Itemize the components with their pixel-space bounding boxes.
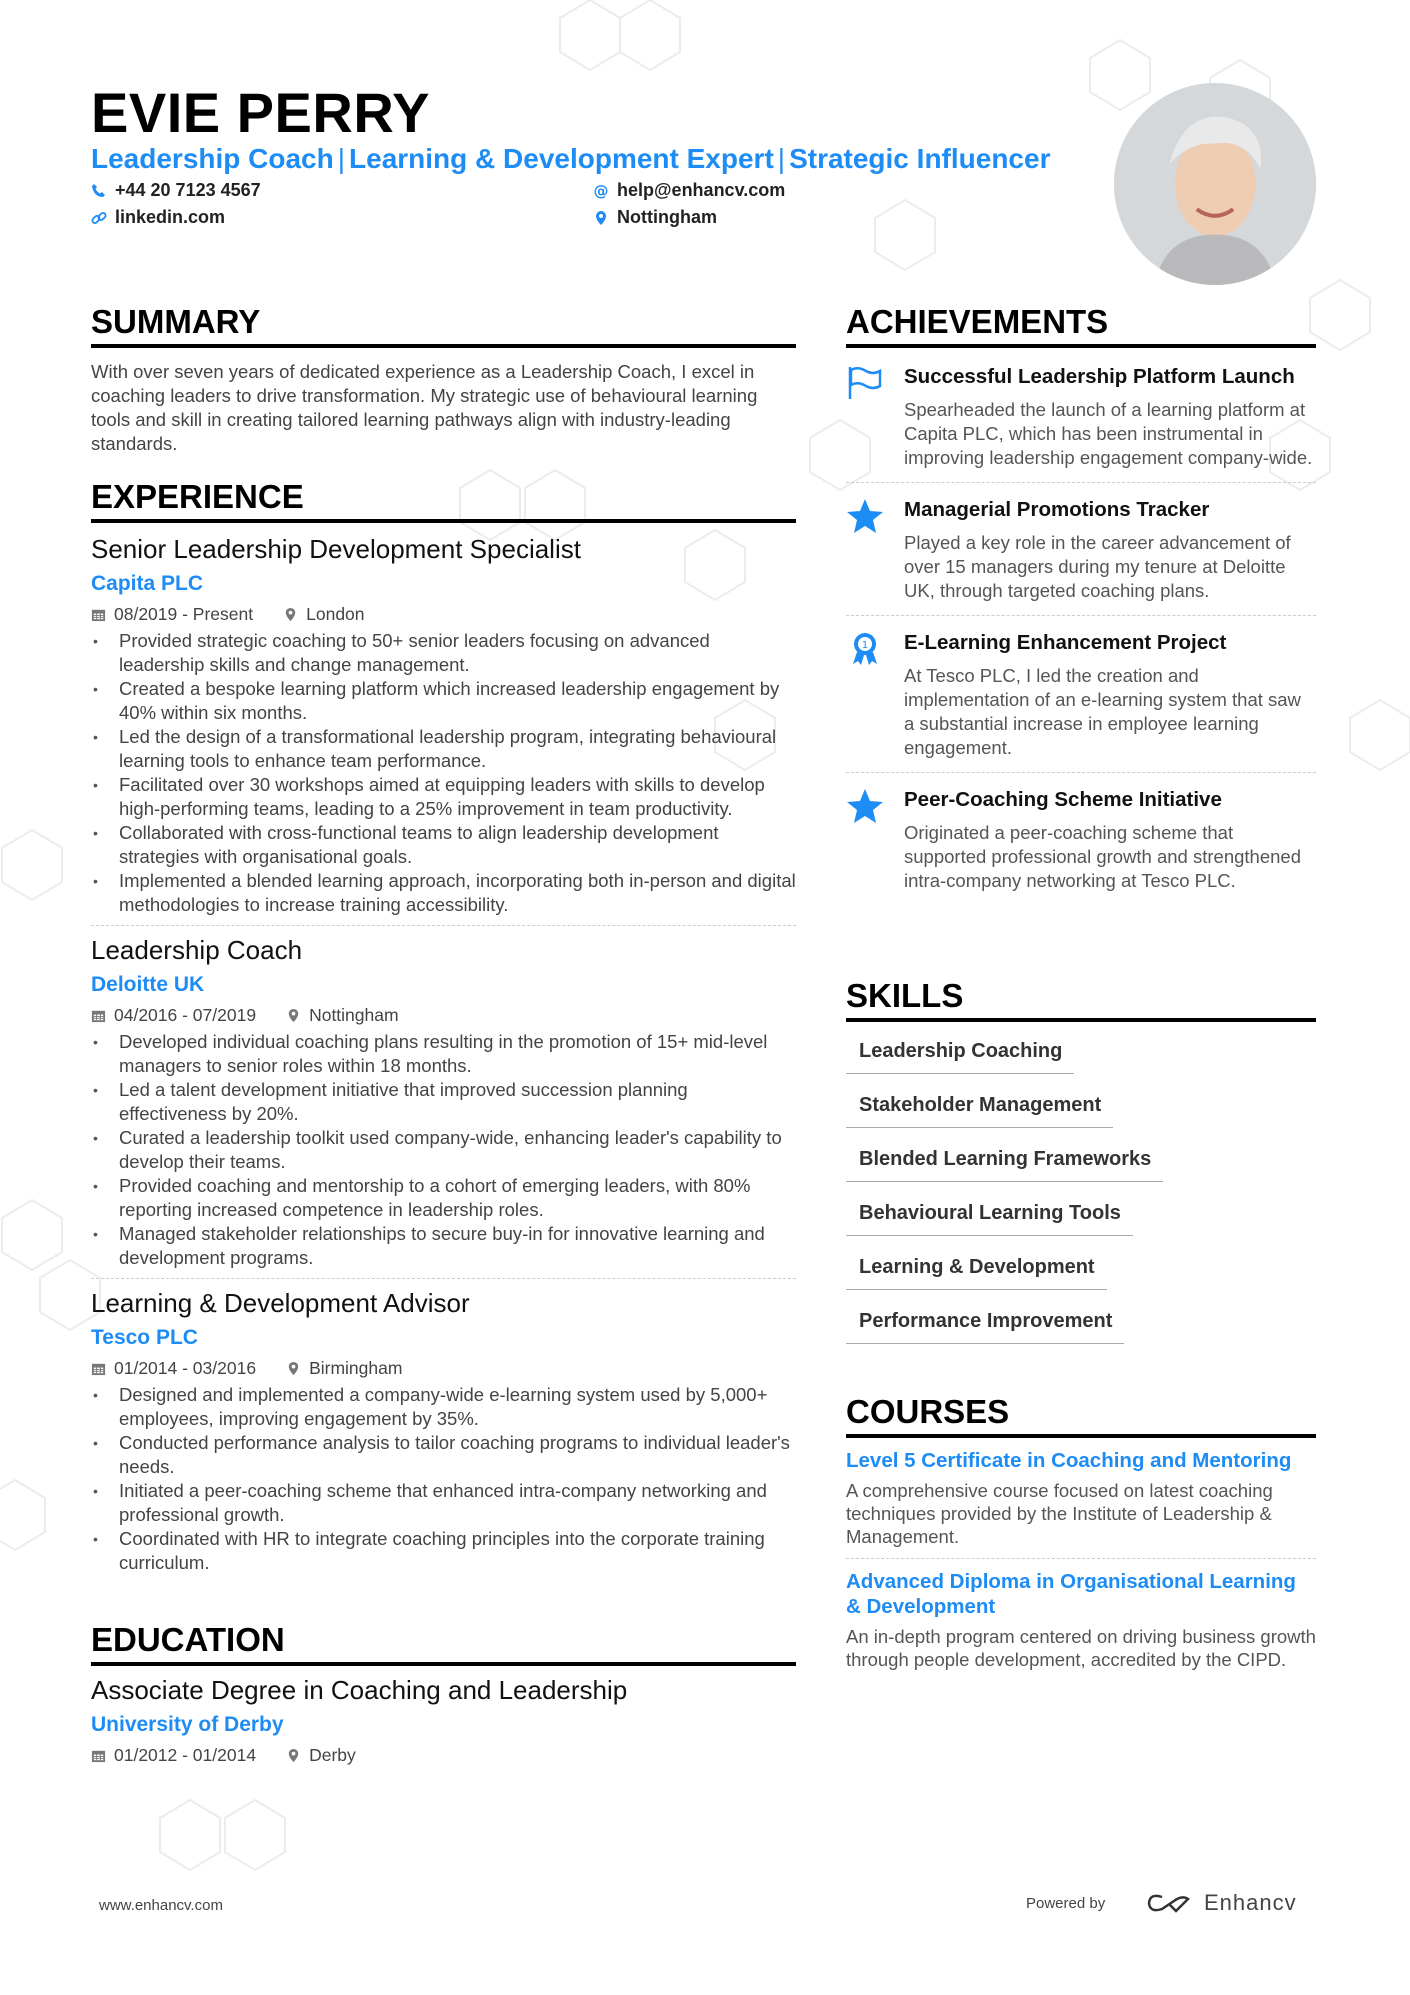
footer-powered-by: Powered by: [1026, 1895, 1106, 1912]
location-pin-icon: [593, 210, 609, 226]
location-text: Nottingham: [617, 207, 717, 227]
job-bullet: • Coordinated with HR to integrate coaching principles into the corporate training curriculum.: [91, 1527, 796, 1575]
job-bullet: • Designed and implemented a company-wide e-learning system used by 5,000+ employees, improving engagement by 35%.: [91, 1383, 796, 1431]
job-location: Birmingham: [309, 1358, 403, 1378]
job-entry: [91, 533, 796, 917]
location-pin-icon: [283, 607, 298, 622]
enhancv-logo[interactable]: [1146, 1890, 1297, 1916]
job-bullets: [91, 1383, 796, 1575]
job-bullet: • Led a talent development initiative that improved succession planning effectiveness by 20%.: [91, 1078, 796, 1126]
achievements-section: [846, 302, 1316, 901]
location-pin-icon: [286, 1748, 301, 1763]
skill-tag: Behavioural Learning Tools: [846, 1196, 1133, 1236]
svg-text:1: 1: [861, 640, 869, 651]
title-separator: |: [777, 143, 786, 174]
location-pin-icon: [286, 1361, 301, 1376]
achievement-divider: [846, 772, 1316, 773]
company-name: Deloitte UK: [91, 973, 205, 996]
job-title: Senior Leadership Development Specialist: [91, 534, 581, 564]
link-icon: [91, 210, 107, 226]
company-name: Capita PLC: [91, 572, 204, 595]
skill-tag: Leadership Coaching: [846, 1034, 1074, 1074]
skill-tag: Performance Improvement: [846, 1304, 1124, 1344]
experience-section: [91, 477, 796, 1575]
achievement-divider: [846, 482, 1316, 483]
skill-tag: Blended Learning Frameworks: [846, 1142, 1163, 1182]
job-title: Leadership Coach: [91, 935, 303, 965]
job-bullet: • Managed stakeholder relationships to secure buy-in for innovative learning and development programs.: [91, 1222, 796, 1270]
summary-text: With over seven years of dedicated experience as a Leadership Coach, I excel in coaching leaders to drive transformation. My strategic use of behavioural learning tools and skill in creating tailored learning pathways align with industry-leading standards.: [91, 361, 758, 454]
job-bullet: • Provided coaching and mentorship to a cohort of emerging leaders, with 80% reporting increased competence in leadership roles.: [91, 1174, 796, 1222]
contact-location: [593, 207, 717, 228]
email-text: help@enhancv.com: [617, 180, 786, 200]
award-ribbon-icon: [846, 628, 886, 760]
phone-text: +44 20 7123 4567: [115, 180, 261, 200]
courses-section: [846, 1392, 1316, 1671]
achievement-desc: At Tesco PLC, I led the creation and implementation of an e-learning system that saw a substantial increase in employee learning engagement.: [904, 665, 1301, 758]
achievement-desc: Played a key role in the career advancement of over 15 managers during my tenure at Deloitte UK, through targeted coaching plans.: [904, 532, 1291, 601]
job-bullet: • Provided strategic coaching to 50+ senior leaders focusing on advanced leadership skills and change management.: [91, 629, 796, 677]
job-bullet: • Collaborated with cross-functional teams to align leadership development strategies with organisational goals.: [91, 821, 796, 869]
contact-email[interactable]: [593, 180, 785, 201]
achievements-heading: ACHIEVEMENTS: [846, 302, 1316, 348]
skill-tag: Stakeholder Management: [846, 1088, 1113, 1128]
job-divider: [91, 1278, 796, 1279]
achievement-title: Managerial Promotions Tracker: [904, 498, 1210, 521]
phone-icon: [91, 183, 107, 199]
job-location: Nottingham: [309, 1005, 399, 1025]
headline-title-1: Leadership Coach: [91, 143, 334, 174]
education-heading: EDUCATION: [91, 1620, 796, 1666]
course-title: Advanced Diploma in Organisational Learning & Development: [846, 1570, 1296, 1618]
job-bullets: [91, 629, 796, 917]
education-section: [91, 1620, 796, 1768]
skill-tag: Learning & Development: [846, 1250, 1107, 1290]
degree-title: Associate Degree in Coaching and Leadership: [91, 1675, 628, 1705]
job-entry: [91, 1287, 796, 1575]
linkedin-text: linkedin.com: [115, 207, 226, 227]
enhancv-brand: Enhancv: [1204, 1890, 1297, 1915]
job-bullets: [91, 1030, 796, 1270]
job-bullet: • Facilitated over 30 workshops aimed at equipping leaders with skills to develop high-performing teams, leading to a 25% improvement in team productivity.: [91, 773, 796, 821]
achievement-desc: Originated a peer-coaching scheme that supported professional growth and strengthened intra-company networking at Tesco PLC.: [904, 822, 1301, 891]
headline-titles: [91, 143, 1050, 175]
job-bullet: • Created a bespoke learning platform which increased leadership engagement by 40% within six months.: [91, 677, 796, 725]
job-bullet: • Led the design of a transformational leadership program, integrating behavioural learning tools to enhance team performance.: [91, 725, 796, 773]
courses-heading: COURSES: [846, 1392, 1316, 1438]
flag-icon: [846, 362, 886, 470]
calendar-icon: [91, 1008, 106, 1023]
job-dates: 04/2016 - 07/2019: [114, 1005, 257, 1025]
company-name: Tesco PLC: [91, 1326, 198, 1349]
profile-photo: [1114, 83, 1316, 285]
course-desc: An in-depth program centered on driving business growth through people development, accredited by the CIPD.: [846, 1626, 1316, 1670]
achievement-item: [846, 777, 1316, 901]
calendar-icon: [91, 1748, 106, 1763]
achievement-item: [846, 620, 1316, 768]
enhancv-logo-icon: [1146, 1891, 1192, 1915]
education-location: Derby: [309, 1745, 356, 1765]
school-name: University of Derby: [91, 1713, 284, 1736]
job-title: Learning & Development Advisor: [91, 1288, 470, 1318]
course-desc: A comprehensive course focused on latest coaching techniques provided by the Institute of Leadership & Management.: [846, 1480, 1273, 1547]
achievement-title: Successful Leadership Platform Launch: [904, 365, 1295, 388]
course-title: Level 5 Certificate in Coaching and Mentoring: [846, 1449, 1292, 1472]
job-dates: 01/2014 - 03/2016: [114, 1358, 257, 1378]
achievement-item: [846, 487, 1316, 611]
job-meta: [91, 1355, 796, 1381]
achievement-title: E-Learning Enhancement Project: [904, 631, 1227, 654]
calendar-icon: [91, 607, 106, 622]
contact-linkedin[interactable]: [91, 207, 225, 228]
headline-title-2: Learning & Development Expert: [349, 143, 774, 174]
skills-section: [846, 976, 1316, 1358]
candidate-name: EVIE PERRY: [91, 81, 431, 144]
achievement-title: Peer-Coaching Scheme Initiative: [904, 788, 1222, 811]
svg-text:@: @: [593, 182, 609, 199]
achievement-item: [846, 354, 1316, 478]
course-item: [846, 1569, 1316, 1671]
job-bullet: • Conducted performance analysis to tailor coaching programs to individual leader's needs.: [91, 1431, 796, 1479]
at-sign-icon: [593, 183, 609, 199]
job-bullet: • Implemented a blended learning approach, incorporating both in-person and digital methodologies to increase training accessibility.: [91, 869, 796, 917]
location-pin-icon: [286, 1008, 301, 1023]
calendar-icon: [91, 1361, 106, 1376]
summary-section: [91, 302, 796, 456]
job-meta: [91, 601, 796, 627]
job-bullet: • Initiated a peer-coaching scheme that enhanced intra-company networking and professional growth.: [91, 1479, 796, 1527]
job-bullet: • Curated a leadership toolkit used company-wide, enhancing leader's capability to develop their teams.: [91, 1126, 796, 1174]
title-separator: |: [337, 143, 346, 174]
education-dates: 01/2012 - 01/2014: [114, 1745, 257, 1765]
job-divider: [91, 925, 796, 926]
achievement-desc: Spearheaded the launch of a learning platform at Capita PLC, which has been instrumental in improving leadership engagement company-wide.: [904, 399, 1313, 468]
achievement-divider: [846, 615, 1316, 616]
course-divider: [846, 1558, 1316, 1559]
experience-heading: EXPERIENCE: [91, 477, 796, 523]
contact-phone[interactable]: [91, 180, 261, 201]
job-location: London: [306, 604, 365, 624]
job-bullet: • Developed individual coaching plans resulting in the promotion of 15+ mid-level managers to senior roles within 18 months.: [91, 1030, 796, 1078]
footer-website[interactable]: www.enhancv.com: [99, 1897, 223, 1914]
course-item: [846, 1448, 1316, 1548]
headline-title-3: Strategic Influencer: [789, 143, 1051, 174]
skills-heading: SKILLS: [846, 976, 1316, 1022]
job-meta: [91, 1002, 796, 1028]
star-icon: [846, 495, 886, 603]
job-entry: [91, 934, 796, 1270]
star-icon: [846, 785, 886, 893]
summary-heading: SUMMARY: [91, 302, 796, 348]
job-dates: 08/2019 - Present: [114, 604, 254, 624]
education-meta: [91, 1742, 796, 1768]
